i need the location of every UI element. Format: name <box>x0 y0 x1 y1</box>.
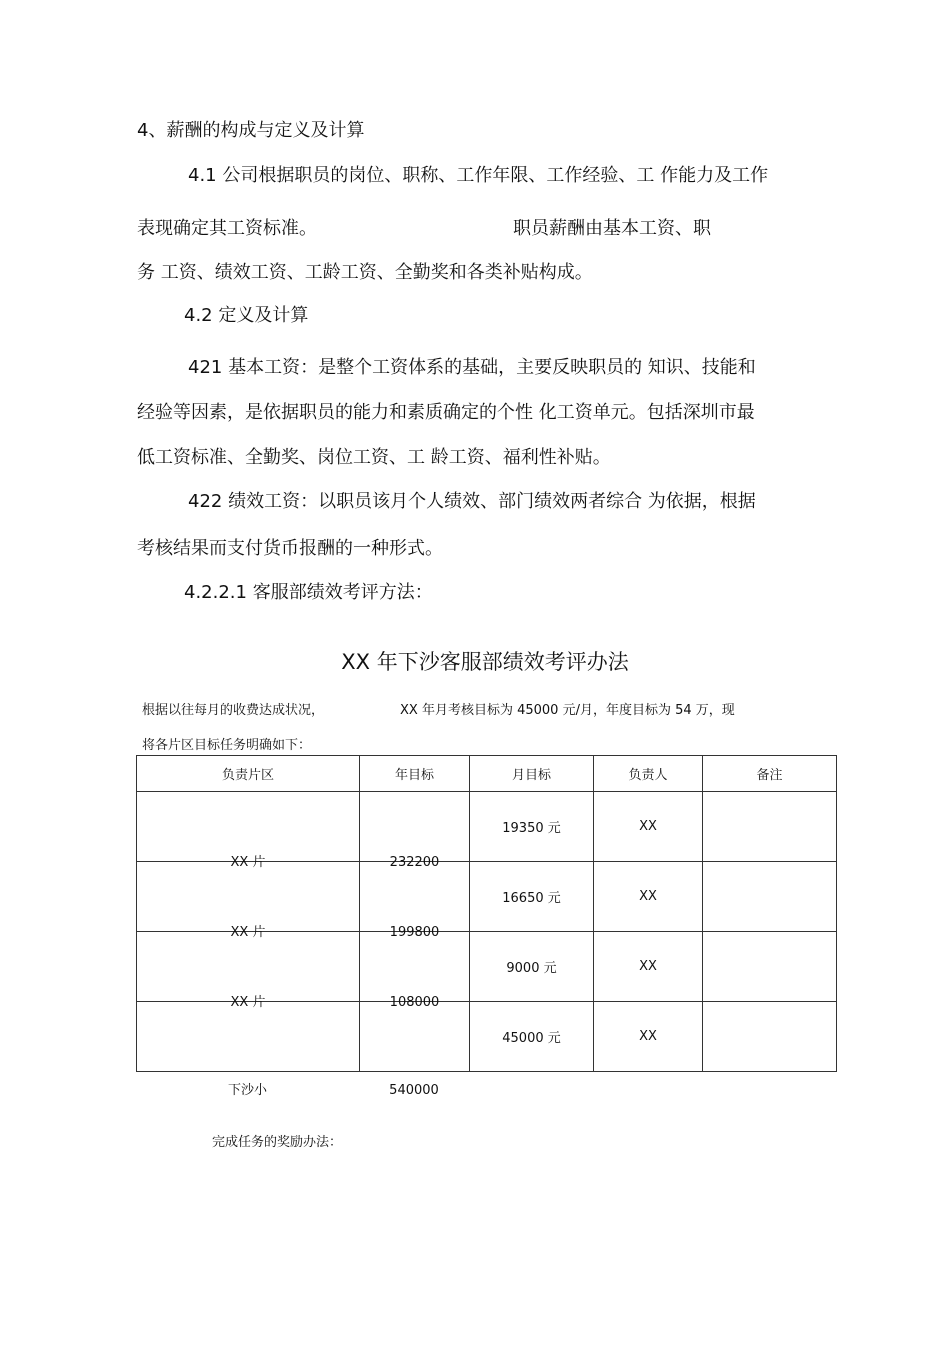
section-4-heading: 4、薪酬的构成与定义及计算 <box>137 120 365 141</box>
table-header-row <box>137 756 837 792</box>
cell-year-spill: 199800 <box>389 925 440 938</box>
paragraph-4-1-line-2b: 职员薪酬由基本工资、职 <box>513 218 711 239</box>
cell-year <box>360 862 470 938</box>
cell-person: XX <box>594 932 703 1002</box>
header-person: 负责人 <box>594 756 703 792</box>
cell-area-spill: XX 片 <box>230 855 266 868</box>
cell-note <box>703 792 837 862</box>
total-year-value: 540000 <box>389 1083 439 1096</box>
cell-person: XX <box>594 792 703 862</box>
target-table <box>136 755 837 1072</box>
header-note: 备注 <box>703 756 837 792</box>
paragraph-421-line-2: 经验等因素，是依据职员的能力和素质确定的个性 化工资单元。包括深圳市最 <box>137 402 755 423</box>
cell-area-spill: XX 片 <box>230 995 266 1008</box>
paragraph-421-line-1: 421 基本工资：是整个工资体系的基础，主要反映职员的 知识、技能和 <box>188 357 756 378</box>
header-area: 负责片区 <box>137 756 360 792</box>
paragraph-4-1-line-3: 务 工资、绩效工资、工龄工资、全勤奖和各类补贴构成。 <box>137 262 593 283</box>
section-4-2-heading: 4.2 定义及计算 <box>184 305 309 326</box>
cell-month: 45000 元 <box>470 1002 594 1072</box>
cell-area <box>137 792 360 868</box>
cell-person: XX <box>594 1002 703 1072</box>
cell-year-spill: 232200 <box>389 855 440 868</box>
cell-year <box>360 792 470 868</box>
paragraph-4-1-line-1: 4.1 公司根据职员的岗位、职称、工作年限、工作经验、工 作能力及工作 <box>188 165 769 186</box>
intro-line-1a: 根据以往每月的收费达成状况， <box>142 703 325 718</box>
paragraph-422-line-1: 422 绩效工资：以职员该月个人绩效、部门绩效两者综合 为依据，根据 <box>188 491 756 512</box>
cell-year-spill: 108000 <box>389 995 440 1008</box>
total-area-label: 下沙小 <box>227 1083 267 1096</box>
cell-note <box>703 932 837 1002</box>
cell-note <box>703 862 837 932</box>
cell-month: 16650 元 <box>470 862 594 932</box>
cell-year <box>360 1002 470 1072</box>
intro-line-2: 将各片区目标任务明确如下： <box>142 738 312 753</box>
header-year-target: 年目标 <box>360 756 470 792</box>
paragraph-422-line-2: 考核结果而支付货币报酬的一种形式。 <box>137 538 443 559</box>
reward-heading: 完成任务的奖励办法： <box>212 1135 343 1150</box>
section-4-2-2-1-heading: 4.2.2.1 客服部绩效考评方法： <box>184 582 433 603</box>
cell-area <box>137 932 360 1008</box>
table-row <box>137 1002 837 1072</box>
cell-area-spill: XX 片 <box>230 925 266 938</box>
cell-note <box>703 1002 837 1072</box>
intro-line-1b: XX 年月考核目标为 45000 元/月，年度目标为 54 万，现 <box>400 703 735 718</box>
header-month-target: 月目标 <box>470 756 594 792</box>
cell-month: 19350 元 <box>470 792 594 862</box>
paragraph-421-line-3: 低工资标准、全勤奖、岗位工资、工 龄工资、福利性补贴。 <box>137 447 611 468</box>
table-row <box>137 862 837 932</box>
table-row <box>137 932 837 1002</box>
cell-area <box>137 1002 360 1072</box>
cell-area <box>137 862 360 938</box>
table-title: XX 年下沙客服部绩效考评办法 <box>341 650 629 674</box>
cell-person: XX <box>594 862 703 932</box>
cell-month: 9000 元 <box>470 932 594 1002</box>
table-row <box>137 792 837 862</box>
paragraph-4-1-line-2a: 表现确定其工资标准。 <box>137 218 317 239</box>
cell-year <box>360 932 470 1008</box>
